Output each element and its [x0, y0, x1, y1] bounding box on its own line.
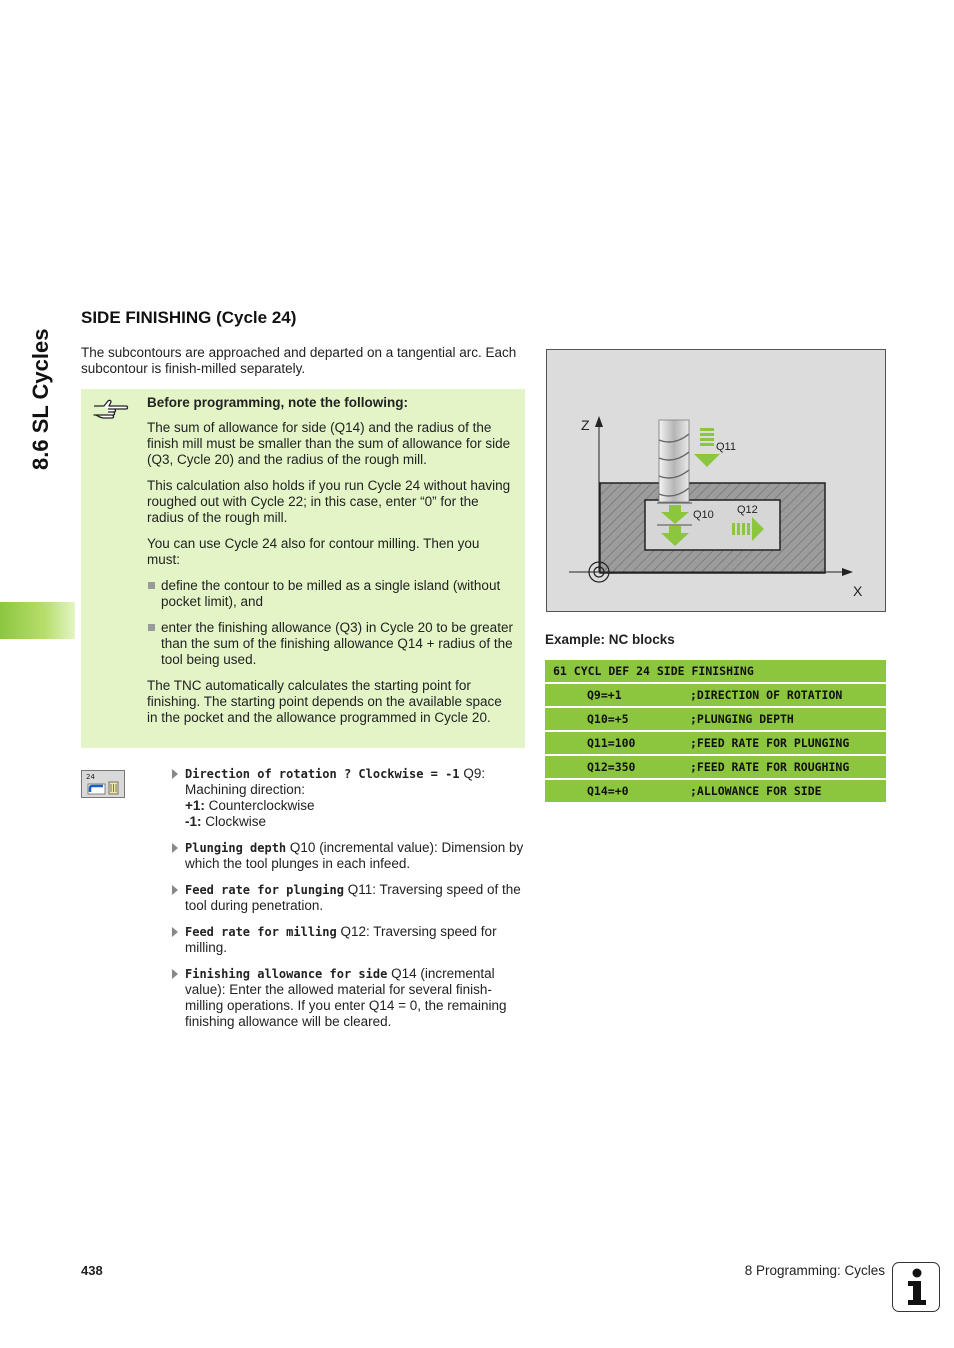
section-title: SIDE FINISHING (Cycle 24) — [81, 308, 297, 327]
bullet-square-icon — [148, 582, 155, 589]
note-box — [81, 389, 525, 748]
nc-row: Q10=+5 ;PLUNGING DEPTH — [545, 708, 886, 730]
nc-row: Q12=350 ;FEED RATE FOR ROUGHING — [545, 756, 886, 778]
note-heading: Before programming, note the following: — [147, 395, 408, 410]
label-q11: Q11 — [716, 441, 736, 453]
diagram-svg — [547, 350, 885, 611]
parameter-list — [172, 766, 524, 1040]
note-paragraph: You can use Cycle 24 also for contour milling. Then you must: — [147, 536, 480, 567]
triangle-bullet-icon — [172, 843, 178, 853]
note-bullet: enter the finishing allowance (Q3) in Cycle 20 to be greater than the sum of the finishing allowance Q14 + radius of the tool being used. — [147, 620, 513, 668]
x-axis-arrow-icon — [842, 568, 853, 576]
intro-text: The subcontours are approached and departed on a tangential arc. Each subcontour is finish-milled separately. — [81, 345, 517, 376]
nc-blocks — [545, 660, 886, 804]
chapter-side-title: 8.6 SL Cycles — [28, 328, 53, 470]
page-number: 438 — [81, 1263, 103, 1278]
chapter-tab — [0, 602, 75, 639]
nc-row: Q9=+1 ;DIRECTION OF ROTATION — [545, 684, 886, 706]
note-paragraph: This calculation also holds if you run Cycle 24 without having roughed out with Cycle 22; in this case, enter “0” for the radius of the rough mill. — [147, 478, 511, 525]
triangle-bullet-icon — [172, 969, 178, 979]
nc-header-row: 61 CYCL DEF 24 SIDE FINISHING — [545, 660, 886, 682]
note-paragraph: The sum of allowance for side (Q14) and the radius of the finish mill must be smaller than the sum of allowance for side (Q3, Cycle 20) and the radius of the rough mill. — [147, 420, 511, 467]
param-direction-of-rotation: Direction of rotation ? Clockwise = -1 Q9: Machining direction: +1: Counterclockwise -1: Clockwise — [172, 766, 524, 830]
label-q12: Q12 — [737, 504, 758, 516]
axis-label-x: X — [853, 583, 863, 599]
bullet-square-icon — [148, 624, 155, 631]
footer-chapter: 8 Programming: Cycles — [744, 1263, 885, 1278]
side-finishing-diagram — [546, 349, 886, 612]
pointing-hand-icon — [91, 397, 131, 423]
cycle-24-softkey-icon: 24 — [81, 770, 125, 798]
note-bullet: define the contour to be milled as a single island (without pocket limit), and — [147, 578, 513, 610]
example-label: Example: NC blocks — [545, 632, 675, 647]
milling-tool — [659, 420, 689, 502]
triangle-bullet-icon — [172, 769, 178, 779]
note-paragraph: The TNC automatically calculates the starting point for finishing. The starting point depends on the available space in the pocket and the allowance programmed in Cycle 20. — [147, 678, 502, 725]
nc-row: Q14=+0 ;ALLOWANCE FOR SIDE — [545, 780, 886, 802]
triangle-bullet-icon — [172, 927, 178, 937]
nc-row: Q11=100 ;FEED RATE FOR PLUNGING — [545, 732, 886, 754]
param-finishing-allowance: Finishing allowance for side Q14 (incremental value): Enter the allowed material for several finish-milling operations. If you enter Q14 = 0, the remaining finishing allowance will be cleared. — [172, 966, 524, 1030]
axis-label-z: Z — [581, 417, 590, 433]
info-icon — [892, 1262, 940, 1312]
z-axis-arrow-icon — [595, 416, 603, 427]
param-feed-rate-milling: Feed rate for milling Q12: Traversing speed for milling. — [172, 924, 524, 956]
label-q10: Q10 — [693, 509, 714, 521]
triangle-bullet-icon — [172, 885, 178, 895]
param-plunging-depth: Plunging depth Q10 (incremental value): Dimension by which the tool plunges in each infeed. — [172, 840, 524, 872]
param-feed-rate-plunging: Feed rate for plunging Q11: Traversing speed of the tool during penetration. — [172, 882, 524, 914]
